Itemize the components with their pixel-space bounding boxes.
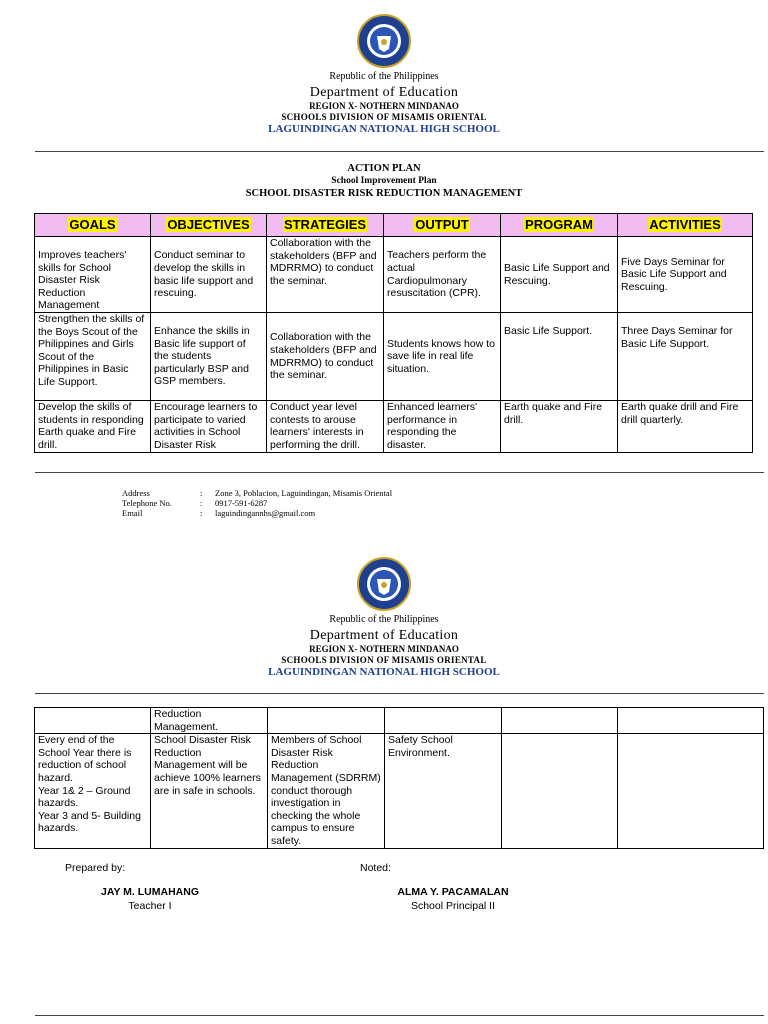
header-divider: [35, 693, 764, 694]
contact-email: Email : laguindingannhs@gmail.com: [122, 508, 316, 518]
republic-text: Republic of the Philippines: [329, 614, 439, 625]
table-cell: Students knows how to save life in real life situation.: [384, 313, 501, 401]
table-header-row: [35, 214, 753, 237]
table-cell: Three Days Seminar for Basic Life Support.: [618, 313, 753, 401]
table-cell: Conduct year level contests to arouse learners' interests in performing the drill.: [267, 401, 384, 453]
noted-label: Noted:: [360, 862, 391, 874]
region-text: REGION X- NOTHERN MINDANAO: [309, 101, 459, 111]
table-cell: Members of School Disaster Risk Reduction Management (SDRRM) conduct thorough investigation in checking the whole campus to ensure safety.: [268, 734, 385, 848]
table-cell: [618, 708, 764, 734]
table-cell: Collaboration with the stakeholders (BFP and MDRRMO) to conduct the seminar.: [267, 313, 384, 401]
division-text: SCHOOLS DIVISION OF MISAMIS ORIENTAL: [281, 112, 487, 122]
table-row: [35, 237, 753, 313]
contact-phone: Telephone No. : 0917-591-6287: [122, 498, 268, 508]
table-cell: [268, 708, 385, 734]
table-row: [35, 401, 753, 453]
header-activities: ACTIVITIES: [618, 214, 753, 237]
table-cell: Basic Life Support.: [501, 313, 618, 401]
header-output: OUTPUT: [384, 214, 501, 237]
prepared-by-label: Prepared by:: [65, 862, 126, 874]
table-cell: Encourage learners to participate to varied activities in School Disaster Risk: [151, 401, 267, 453]
table-cell: [618, 734, 764, 848]
table-cell: Reduction Management.: [151, 708, 268, 734]
table-row: [35, 734, 764, 848]
department-title: Department of Education: [309, 628, 459, 643]
table-cell: Conduct seminar to develop the skills in basic life support and rescuing.: [151, 237, 267, 313]
deped-seal-icon: [357, 557, 411, 611]
table-cell: Collaboration with the stakeholders (BFP and MDRRMO) to conduct the seminar.: [267, 237, 384, 313]
noted-by-title: School Principal II: [410, 900, 496, 912]
plan-subtitle: School Improvement Plan: [331, 176, 437, 186]
header-objectives: OBJECTIVES: [151, 214, 267, 237]
department-title: Department of Education: [309, 85, 459, 100]
school-name: LAGUINDINGAN NATIONAL HIGH SCHOOL: [268, 666, 500, 678]
table-cell: Safety School Environment.: [385, 734, 502, 848]
table-cell: [35, 708, 151, 734]
prepared-by-title: Teacher I: [128, 900, 172, 912]
table-cell: Strengthen the skills of the Boys Scout of the Philippines and Girls Scout of the Philippines in Basic Life Support.: [35, 313, 151, 401]
table-cell: Improves teachers' skills for School Disaster Risk Reduction Management: [35, 237, 151, 313]
table-cell: Enhanced learners' performance in responding the disaster.: [384, 401, 501, 453]
contact-address: Address : Zone 3, Poblacion, Laguindingan, Misamis Oriental: [122, 488, 393, 498]
deped-seal-icon: [357, 14, 411, 68]
plan-subject: SCHOOL DISASTER RISK REDUCTION MANAGEMENT: [245, 188, 523, 199]
action-plan-table-continued: [34, 707, 764, 849]
table-cell: Earth quake and Fire drill.: [501, 401, 618, 453]
table-cell: Enhance the skills in Basic life support of the students particularly BSP and GSP members.: [151, 313, 267, 401]
school-name: LAGUINDINGAN NATIONAL HIGH SCHOOL: [268, 123, 500, 135]
noted-by-name: ALMA Y. PACAMALAN: [397, 886, 509, 898]
table-cell: Every end of the School Year there is reduction of school hazard. Year 1& 2 – Ground hazards. Year 3 and 5- Building hazards.: [35, 734, 151, 848]
table-cell: [502, 734, 618, 848]
republic-text: Republic of the Philippines: [329, 71, 439, 82]
table-cell: Develop the skills of students in responding Earth quake and Fire drill.: [35, 401, 151, 453]
table-row: [35, 313, 753, 401]
prepared-by-name: JAY M. LUMAHANG: [100, 886, 199, 898]
plan-title: ACTION PLAN: [347, 163, 421, 174]
table-cell: Teachers perform the actual Cardiopulmonary resuscitation (CPR).: [384, 237, 501, 313]
page-bottom-divider: [35, 1015, 764, 1016]
table-cell: [502, 708, 618, 734]
table-cell: Earth quake drill and Fire drill quarterly.: [618, 401, 753, 453]
table-cell: Basic Life Support and Rescuing.: [501, 237, 618, 313]
region-text: REGION X- NOTHERN MINDANAO: [309, 644, 459, 654]
header-goals: GOALS: [35, 214, 151, 237]
table-row: [35, 708, 764, 734]
table-cell: School Disaster Risk Reduction Management will be achieve 100% learners are in safe in schools.: [151, 734, 268, 848]
table-cell: [385, 708, 502, 734]
footer-divider: [35, 472, 764, 473]
table-cell: Five Days Seminar for Basic Life Support and Rescuing.: [618, 237, 753, 313]
header-program: PROGRAM: [501, 214, 618, 237]
header-divider: [35, 151, 764, 152]
header-strategies: STRATEGIES: [267, 214, 384, 237]
division-text: SCHOOLS DIVISION OF MISAMIS ORIENTAL: [281, 655, 487, 665]
action-plan-table: [34, 213, 753, 453]
